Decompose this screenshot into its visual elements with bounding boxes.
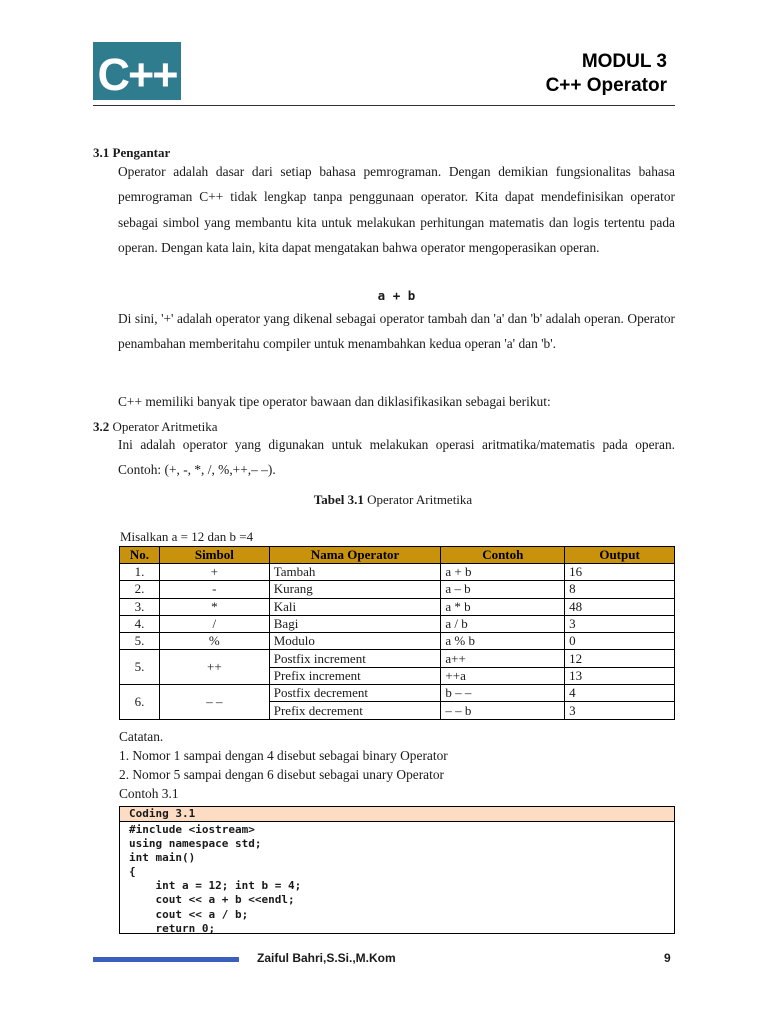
table-row: 3. * Kali a * b 48 [120,598,675,615]
notes-item: 2. Nomor 5 sampai dengan 6 disebut sebagai unary Operator [119,767,445,782]
cpp-logo-text: C++ [97,49,177,100]
code-line: using namespace std; [129,837,262,851]
table-row: 1. + Tambah a + b 16 [120,564,675,581]
table-row: 5. % Modulo a % b 0 [120,633,675,650]
module-subtitle: C++ Operator [545,75,667,96]
footer-accent-bar [93,957,239,962]
formula: a + b [377,288,416,303]
header-nama-operator: Nama Operator [269,547,441,564]
notes-block [119,727,448,803]
code-title: Coding 3.1 [120,807,674,822]
module-number: MODUL 3 [581,51,667,72]
header-no: No. [120,547,160,564]
page-number: 9 [664,951,671,965]
example-label: Contoh 3.1 [119,786,179,801]
operator-types-intro: C++ memiliki banyak tipe operator bawaan dan diklasifikasikan sebagai berikut: [118,394,551,409]
table-row: Prefix decrement – – b 3 [120,702,675,719]
operator-explanation: Di sini, '+' adalah operator yang dikenal sebagai operator tambah dan 'a' dan 'b' adalah operan. Operator penambahan memberitahu compiler untuk menambahkan kedua operan 'a' dan 'b'. [118,311,675,352]
code-line: { [129,865,136,879]
example-values: Misalkan a = 12 dan b =4 [120,529,254,544]
header-contoh: Contoh [441,547,565,564]
code-line: #include <iostream> [129,823,255,836]
table-caption: Tabel 3.1 Operator Aritmetika [313,492,473,507]
notes-item: 1. Nomor 1 sampai dengan 4 disebut sebagai binary Operator [119,748,448,763]
notes-title: Catatan. [119,729,164,744]
code-body [120,822,674,934]
table-row: 4. / Bagi a / b 3 [120,615,675,632]
code-line: int a = 12; int b = 4; [129,879,302,893]
table-row: Prefix increment ++a 13 [120,667,675,684]
table-row: 2. - Kurang a – b 8 [120,581,675,598]
cpp-logo [93,42,181,100]
table-row: 5. ++ Postfix increment a++ 12 [120,650,675,667]
section-heading-3-2: 3.2 Operator Aritmetika [93,419,218,434]
table-row: 6. – – Postfix decrement b – – 4 [120,685,675,702]
arithmetic-paragraph: Ini adalah operator yang digunakan untuk melakukan operasi aritmatika/matematis pada operan. Contoh: (+, -, *, /, %,++,– –). [118,437,675,478]
header-divider [93,105,675,106]
arithmetic-operator-table [119,546,675,720]
code-line: cout << a / b; [129,907,249,921]
table-header-row [120,547,675,564]
section-heading-3-1: 3.1 Pengantar [93,145,171,160]
code-line: return 0; [129,921,216,934]
footer-author: Zaiful Bahri,S.Si.,M.Kom [257,951,396,965]
module-title [546,50,667,98]
header-output: Output [565,547,675,564]
code-block [119,806,675,934]
code-line: cout << a + b <<endl; [129,893,295,907]
code-line: int main() [129,851,196,865]
intro-paragraph: Operator adalah dasar dari setiap bahasa pemrograman. Dengan demikian fungsionalitas bahasa pemrograman C++ tidak lengkap tanpa penggunaan operator. Kita dapat mendefinisikan operator sebagai simbol yang membantu kita untuk melakukan perhitungan matematis dan logis tertentu pada operan. Dengan kata lain, kita dapat mengatakan bahwa operator mengoperasikan operan. [118,164,675,256]
header-simbol: Simbol [159,547,269,564]
formula-line [93,288,700,304]
